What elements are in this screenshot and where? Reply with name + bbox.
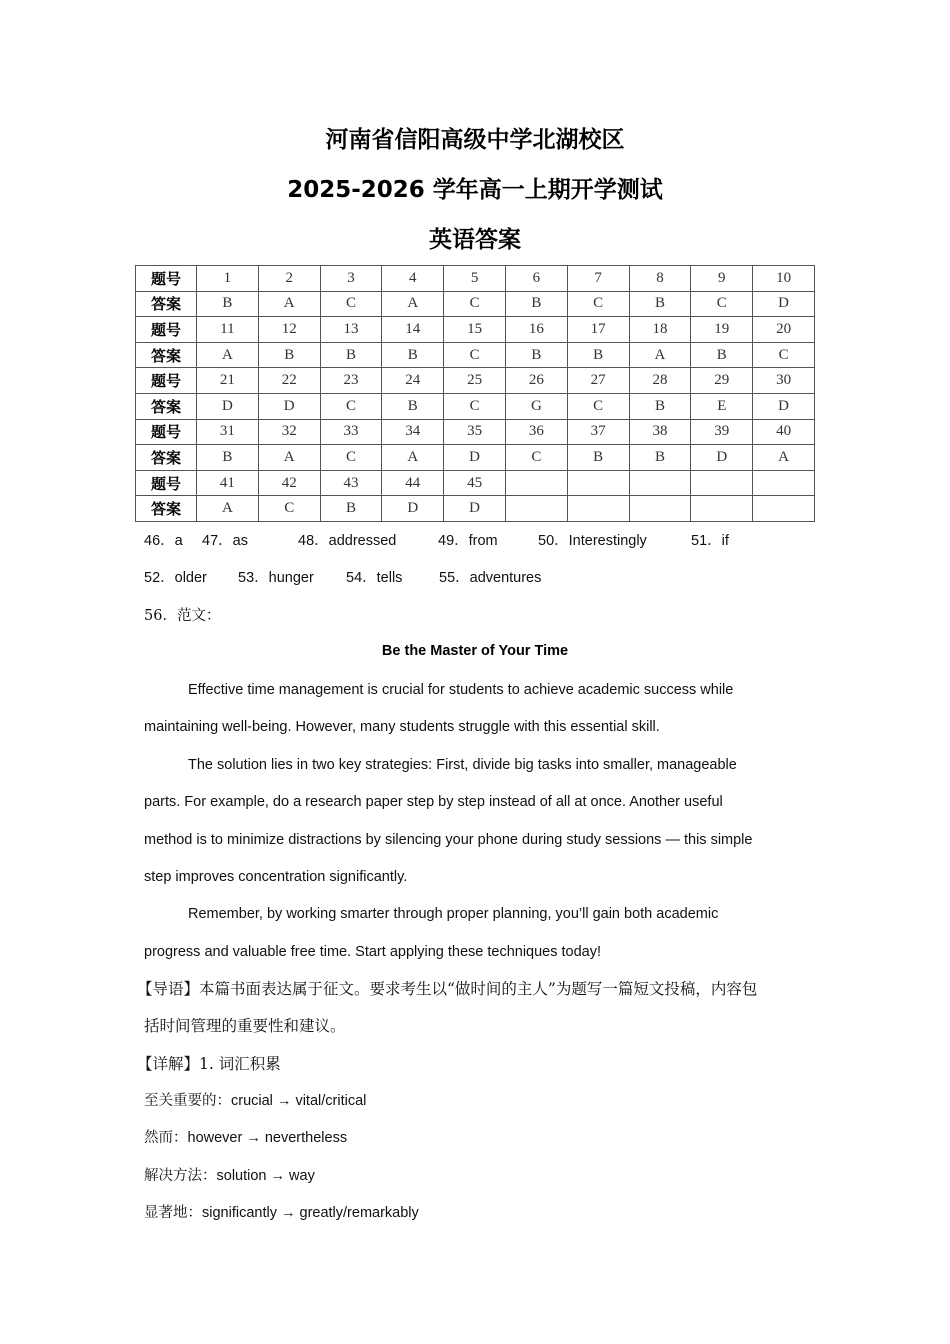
question-number-cell: 24 xyxy=(382,368,444,394)
question-number-cell xyxy=(567,470,629,496)
analysis-intro-line-2: 括时间管理的重要性和建议。 xyxy=(144,1017,346,1035)
subject-title: 英语答案 xyxy=(429,227,521,253)
question-number-cell xyxy=(691,470,753,496)
answer-cell: D xyxy=(691,445,753,471)
answer-cell xyxy=(753,496,815,522)
vocab-cn: 解决方法： xyxy=(144,1168,217,1184)
answer-cell: A xyxy=(382,291,444,317)
vocab-item xyxy=(144,1128,347,1148)
answer-cell: B xyxy=(505,291,567,317)
question-number-cell: 27 xyxy=(567,368,629,394)
essay-line: progress and valuable free time. Start applying these techniques today! xyxy=(144,944,602,960)
answer-cell: C xyxy=(691,291,753,317)
fill-answer: 53．hunger xyxy=(238,570,314,586)
vocab-item xyxy=(144,1203,419,1223)
answer-cell: D xyxy=(753,291,815,317)
answer-row-label: 答案 xyxy=(136,291,197,317)
essay-line: maintaining well-being. However, many students struggle with this essential skill. xyxy=(144,719,660,735)
answer-cell xyxy=(567,496,629,522)
question-number-cell: 31 xyxy=(197,419,259,445)
vocab-en: however → nevertheless xyxy=(187,1130,348,1146)
fill-answer: 47．as xyxy=(202,533,248,549)
question-row xyxy=(136,266,815,292)
answer-row-label: 答案 xyxy=(136,393,197,419)
answer-cell: B xyxy=(629,445,691,471)
answer-cell: B xyxy=(567,342,629,368)
essay-label: 56．范文： xyxy=(144,608,221,624)
vocab-cn: 显著地： xyxy=(144,1205,202,1221)
question-number-cell: 30 xyxy=(753,368,815,394)
answer-cell: C xyxy=(320,445,382,471)
answer-cell: B xyxy=(629,291,691,317)
question-row-label: 题号 xyxy=(136,368,197,394)
fill-answer: 49．from xyxy=(438,533,498,549)
answer-cell: C xyxy=(258,496,320,522)
question-number-cell: 7 xyxy=(567,266,629,292)
question-number-cell: 36 xyxy=(505,419,567,445)
answer-cell: B xyxy=(258,342,320,368)
vocab-en: crucial → vital/critical xyxy=(231,1093,367,1109)
answer-table xyxy=(135,265,815,522)
exam-title: 2025-2026 学年高一上期开学测试 xyxy=(287,177,663,203)
answer-cell: B xyxy=(567,445,629,471)
question-number-cell: 2 xyxy=(258,266,320,292)
question-number-cell: 40 xyxy=(753,419,815,445)
vocab-en: significantly → greatly/remarkably xyxy=(202,1205,419,1221)
question-number-cell: 44 xyxy=(382,470,444,496)
answer-cell: B xyxy=(197,445,259,471)
question-row xyxy=(136,368,815,394)
question-row xyxy=(136,419,815,445)
question-number-cell xyxy=(629,470,691,496)
essay-line: parts. For example, do a research paper step by step instead of all at once. Another useful xyxy=(144,794,723,810)
question-number-cell xyxy=(505,470,567,496)
question-number-cell: 10 xyxy=(753,266,815,292)
answer-cell: B xyxy=(320,496,382,522)
answer-cell: C xyxy=(567,291,629,317)
answer-cell: C xyxy=(753,342,815,368)
fill-in-line-1 xyxy=(144,531,729,551)
question-number-cell: 11 xyxy=(197,317,259,343)
answer-row xyxy=(136,291,815,317)
question-number-cell: 8 xyxy=(629,266,691,292)
answer-cell xyxy=(629,496,691,522)
question-number-cell: 33 xyxy=(320,419,382,445)
answer-row xyxy=(136,445,815,471)
answer-cell: B xyxy=(505,342,567,368)
question-number-cell: 37 xyxy=(567,419,629,445)
question-number-cell: 20 xyxy=(753,317,815,343)
answer-row-label: 答案 xyxy=(136,496,197,522)
question-number-cell: 5 xyxy=(444,266,506,292)
question-number-cell: 41 xyxy=(197,470,259,496)
fill-answer: 48．addressed xyxy=(298,533,397,549)
fill-answer: 51．if xyxy=(691,533,729,549)
answer-cell: B xyxy=(691,342,753,368)
vocab-item xyxy=(144,1091,366,1111)
answer-cell: C xyxy=(444,393,506,419)
essay-line: Effective time management is crucial for students to achieve academic success while xyxy=(188,682,734,698)
answer-cell: A xyxy=(258,445,320,471)
question-number-cell: 21 xyxy=(197,368,259,394)
answer-row xyxy=(136,393,815,419)
question-number-cell: 26 xyxy=(505,368,567,394)
answer-cell: B xyxy=(320,342,382,368)
question-number-cell xyxy=(753,470,815,496)
question-number-cell: 45 xyxy=(444,470,506,496)
question-number-cell: 42 xyxy=(258,470,320,496)
fill-answer: 50．Interestingly xyxy=(538,533,647,549)
detail-heading: 【详解】1. 词汇积累 xyxy=(137,1055,281,1073)
answer-cell: A xyxy=(258,291,320,317)
answer-cell: D xyxy=(258,393,320,419)
answer-cell: C xyxy=(567,393,629,419)
answer-cell: D xyxy=(197,393,259,419)
answer-cell: B xyxy=(629,393,691,419)
vocab-cn: 然而： xyxy=(144,1130,188,1146)
answer-cell: C xyxy=(444,291,506,317)
question-number-cell: 22 xyxy=(258,368,320,394)
question-number-cell: 16 xyxy=(505,317,567,343)
question-row-label: 题号 xyxy=(136,419,197,445)
answer-cell: C xyxy=(505,445,567,471)
question-number-cell: 43 xyxy=(320,470,382,496)
school-title: 河南省信阳高级中学北湖校区 xyxy=(325,127,625,153)
answer-cell: G xyxy=(505,393,567,419)
essay-line: The solution lies in two key strategies: First, divide big tasks into smaller, manageable xyxy=(188,757,737,773)
question-number-cell: 17 xyxy=(567,317,629,343)
answer-cell: A xyxy=(629,342,691,368)
answer-cell: D xyxy=(382,496,444,522)
question-row-label: 题号 xyxy=(136,317,197,343)
question-number-cell: 32 xyxy=(258,419,320,445)
answer-cell: A xyxy=(382,445,444,471)
vocab-cn: 至关重要的： xyxy=(144,1093,231,1109)
answer-row-label: 答案 xyxy=(136,445,197,471)
question-number-cell: 19 xyxy=(691,317,753,343)
answer-row xyxy=(136,496,815,522)
vocab-item xyxy=(144,1166,315,1186)
fill-answer: 52．older xyxy=(144,570,207,586)
answer-cell: A xyxy=(197,496,259,522)
analysis-intro-line-1: 【导语】本篇书面表达属于征文。要求考生以“做时间的主人”为题写一篇短文投稿，内容包 xyxy=(137,980,758,998)
answer-row-label: 答案 xyxy=(136,342,197,368)
answer-cell: C xyxy=(320,291,382,317)
question-number-cell: 28 xyxy=(629,368,691,394)
vocab-en: solution → way xyxy=(216,1168,315,1184)
answer-cell xyxy=(505,496,567,522)
answer-row xyxy=(136,342,815,368)
question-number-cell: 6 xyxy=(505,266,567,292)
answer-cell: B xyxy=(197,291,259,317)
question-number-cell: 18 xyxy=(629,317,691,343)
answer-cell xyxy=(691,496,753,522)
essay-line: step improves concentration significantly. xyxy=(144,869,408,885)
question-number-cell: 14 xyxy=(382,317,444,343)
answer-cell: A xyxy=(197,342,259,368)
fill-answer: 46．a xyxy=(144,533,183,549)
question-number-cell: 9 xyxy=(691,266,753,292)
fill-answer: 55．adventures xyxy=(439,570,542,586)
question-number-cell: 34 xyxy=(382,419,444,445)
question-number-cell: 15 xyxy=(444,317,506,343)
answer-cell: C xyxy=(444,342,506,368)
answer-cell: D xyxy=(444,445,506,471)
answer-cell: E xyxy=(691,393,753,419)
question-row xyxy=(136,317,815,343)
answer-cell: D xyxy=(444,496,506,522)
essay-line: Remember, by working smarter through proper planning, you’ll gain both academic xyxy=(188,906,719,922)
question-number-cell: 39 xyxy=(691,419,753,445)
answer-cell: D xyxy=(753,393,815,419)
question-number-cell: 1 xyxy=(197,266,259,292)
question-number-cell: 29 xyxy=(691,368,753,394)
question-row-label: 题号 xyxy=(136,470,197,496)
question-number-cell: 25 xyxy=(444,368,506,394)
question-number-cell: 38 xyxy=(629,419,691,445)
question-number-cell: 23 xyxy=(320,368,382,394)
question-number-cell: 4 xyxy=(382,266,444,292)
question-number-cell: 12 xyxy=(258,317,320,343)
answer-cell: B xyxy=(382,342,444,368)
essay-line: method is to minimize distractions by silencing your phone during study sessions — this simple xyxy=(144,832,753,848)
question-number-cell: 13 xyxy=(320,317,382,343)
question-row xyxy=(136,470,815,496)
question-row-label: 题号 xyxy=(136,266,197,292)
question-number-cell: 35 xyxy=(444,419,506,445)
answer-cell: B xyxy=(382,393,444,419)
fill-answer: 54．tells xyxy=(346,570,403,586)
question-number-cell: 3 xyxy=(320,266,382,292)
essay-title: Be the Master of Your Time xyxy=(381,643,569,659)
answer-cell: C xyxy=(320,393,382,419)
fill-in-line-2 xyxy=(144,568,541,588)
answer-cell: A xyxy=(753,445,815,471)
